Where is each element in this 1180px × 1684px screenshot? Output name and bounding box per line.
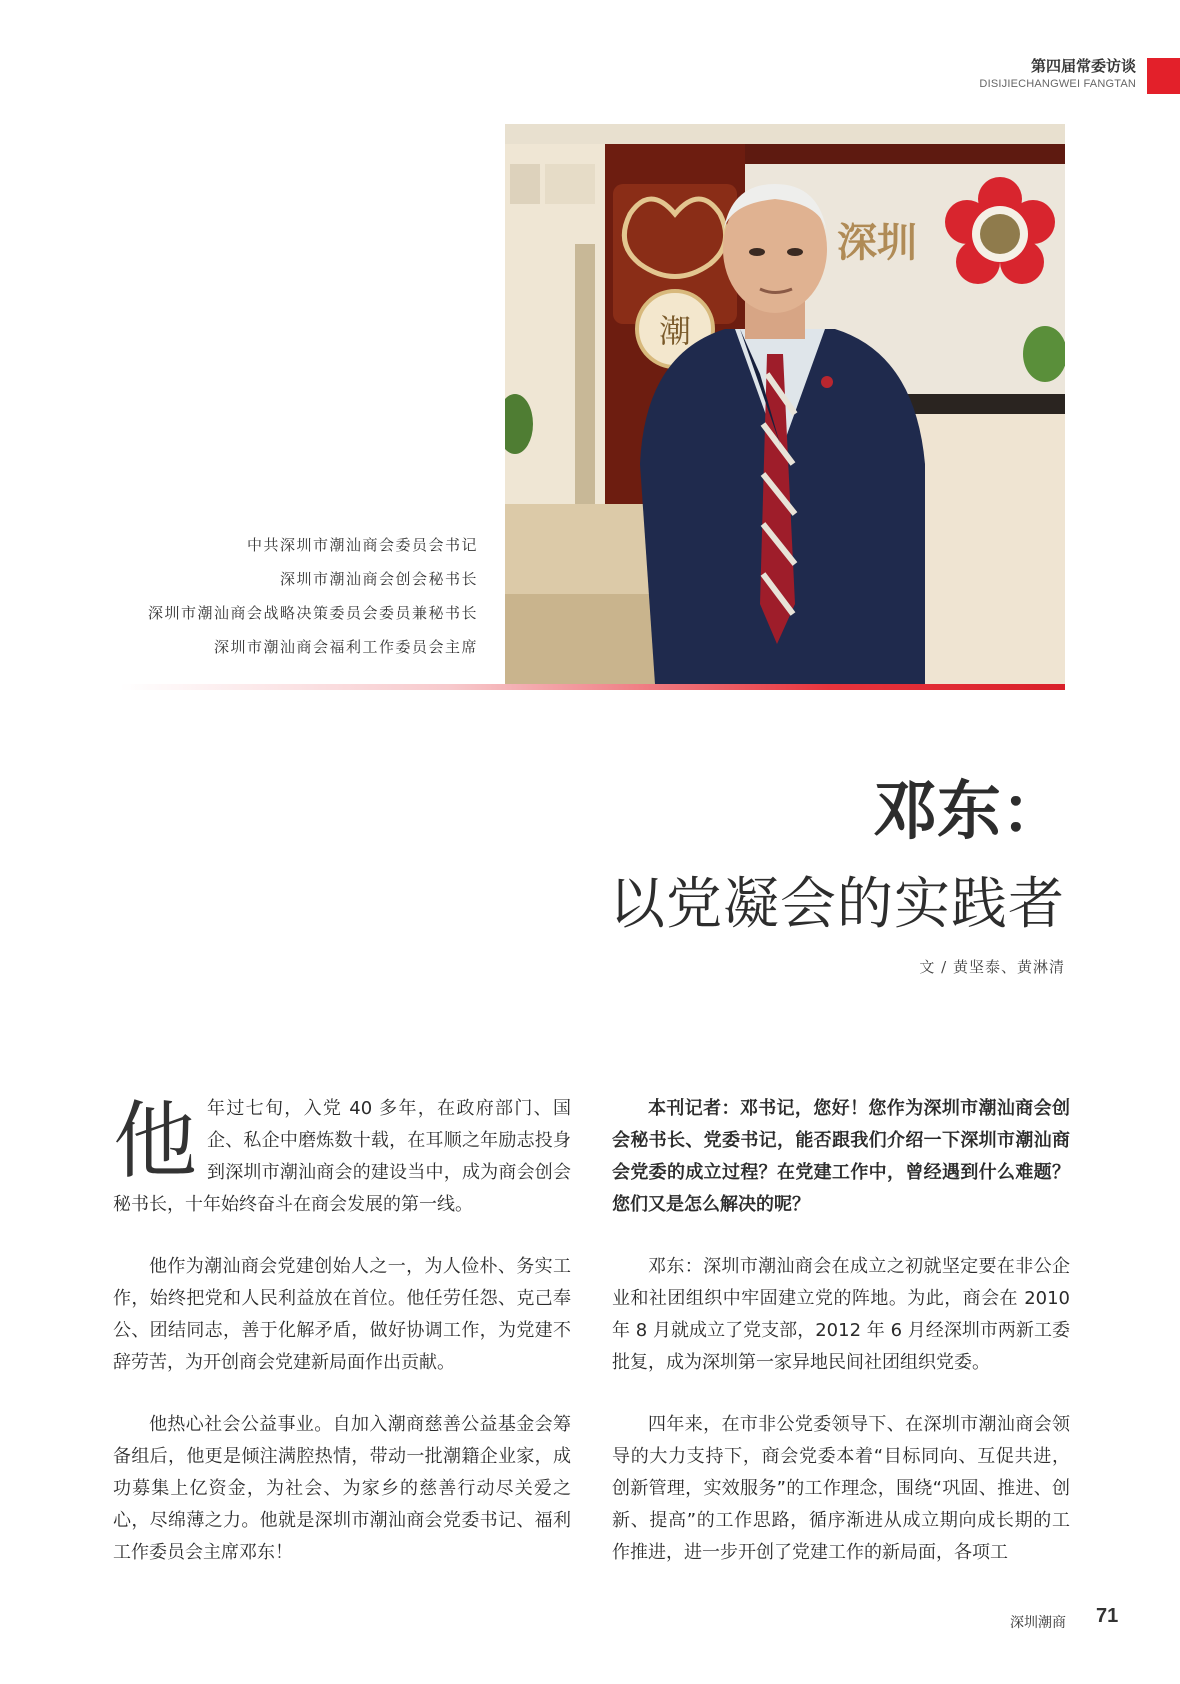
portrait-captions [100, 528, 478, 664]
section-title: 第四届常委访谈 [1030, 57, 1136, 75]
byline: 文 / 黄坚泰、黄淋清 [919, 958, 1065, 976]
intro-paragraph [113, 1093, 571, 1221]
page-number: 71 [1096, 1605, 1119, 1627]
interview-answer: 邓东：深圳市潮汕商会在成立之初就坚定要在非公企业和社团组织中牢固建立党的阵地。为此，商会在 2010 年 8 月就成立了党支部，2012 年 6 月经深圳市两新工委批复，成为深圳第一家异地民间社团组织党委。 [612, 1256, 1070, 1373]
body-paragraph: 他作为潮汕商会党建创始人之一，为人俭朴、务实工作，始终把党和人民利益放在首位。他任劳任怨、克己奉公、团结同志，善于化解矛盾，做好协调工作，为党建不辞劳苦，为开创商会党建新局面作出贡献。 [113, 1256, 571, 1373]
caption-line: 深圳市潮汕商会福利工作委员会主席 [213, 638, 478, 656]
article-column-right [612, 1093, 1070, 1599]
article-title-subtitle: 以党凝会的实践者 [609, 872, 1065, 937]
section-accent-block [1147, 58, 1180, 94]
emblem-character: 潮 [658, 312, 692, 350]
paragraph-text: 年过七旬，入党 40 多年，在政府部门、国企、私企中磨炼数十载，在耳顺之年励志投身到深圳市潮汕商会的建设当中，成为商会创会秘书长，十年始终奋斗在商会发展的第一线。 [113, 1098, 571, 1215]
body-paragraph: 四年来，在市非公党委领导下、在深圳市潮汕商会领导的大力支持下，商会党委本着“目标同向、互促共进，创新管理，实效服务”的工作理念，围绕“巩固、推进、创新、提高”的工作思路，循序渐进从成立期向成长期的工作推进，进一步开创了党建工作的新局面，各项工 [612, 1414, 1070, 1563]
article-title-name: 邓东： [873, 775, 1065, 849]
caption-line: 深圳市潮汕商会创会秘书长 [279, 570, 478, 588]
wall-sign-text: 深圳 [837, 220, 917, 266]
decorative-red-rule [120, 684, 1065, 690]
article-column-left [113, 1093, 571, 1599]
drop-cap: 他 [113, 1092, 198, 1190]
caption-line: 中共深圳市潮汕商会委员会书记 [246, 536, 478, 554]
caption-line: 深圳市潮汕商会战略决策委员会委员兼秘书长 [147, 604, 478, 622]
body-paragraph: 他热心社会公益事业。自加入潮商慈善公益基金会筹备组后，他更是倾注满腔热情，带动一批潮籍企业家，成功募集上亿资金，为社会、为家乡的慈善行动尽关爱之心，尽绵薄之力。他就是深圳市潮汕商会党委书记、福利工作委员会主席邓东！ [113, 1414, 571, 1563]
interview-question: 本刊记者：邓书记，您好！您作为深圳市潮汕商会创会秘书长、党委书记，能否跟我们介绍一下深圳市潮汕商会党委的成立过程？在党建工作中，曾经遇到什么难题？您们又是怎么解决的呢？ [612, 1098, 1070, 1215]
section-title-pinyin: DISIJIECHANGWEI FANGTAN [979, 78, 1136, 90]
magazine-name: 深圳潮商 [1010, 1615, 1066, 1631]
portrait-photo [505, 124, 1065, 684]
